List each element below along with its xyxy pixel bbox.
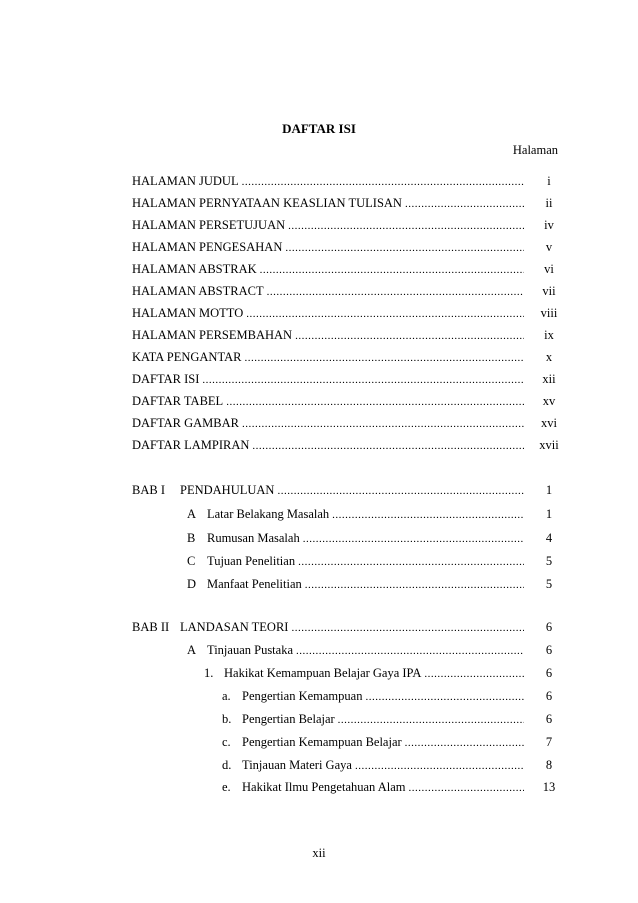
toc-page-number: x [545, 350, 553, 364]
toc-page-number: i [547, 174, 551, 188]
toc-page-number: 1 [545, 483, 553, 497]
toc-subsection-entry [204, 662, 524, 684]
toc-page-number: 5 [545, 577, 553, 591]
toc-page-number: xv [542, 394, 556, 408]
toc-page-number: vii [542, 284, 556, 298]
item-letter: d. [222, 758, 232, 772]
chapter-title: PENDAHULUAN [180, 483, 275, 497]
dot-leader [202, 369, 524, 390]
dot-leader [252, 435, 524, 456]
toc-page-number: xvi [541, 416, 557, 430]
item-title: Hakikat Ilmu Pengetahuan Alam [242, 780, 406, 794]
dot-leader [226, 391, 524, 412]
item-letter: a. [222, 689, 231, 703]
toc-page-number: xii [542, 372, 556, 386]
toc-entry: KATA PENGANTAR ..... [132, 346, 524, 368]
toc-page-number: 6 [545, 643, 553, 657]
toc-page-number: vi [544, 262, 554, 276]
dot-leader [305, 574, 524, 595]
toc-subsubsection-entry [222, 754, 524, 776]
toc-page-number: 4 [545, 531, 553, 545]
dot-leader [291, 617, 524, 638]
dot-leader [405, 193, 524, 214]
toc-page-number: 13 [542, 780, 556, 794]
toc-page-number: 6 [545, 689, 553, 703]
section-title: Tujuan Penelitian [207, 554, 296, 568]
toc-section-entry [187, 550, 524, 572]
toc-entry: HALAMAN PERSETUJUAN ..... [132, 214, 524, 236]
toc-page-number: 8 [545, 758, 553, 772]
dot-leader [244, 347, 524, 368]
toc-page-number: 5 [545, 554, 553, 568]
dot-leader [260, 259, 524, 280]
toc-page-number: 1 [545, 507, 553, 521]
section-letter: D [187, 577, 197, 591]
item-title: Pengertian Belajar [242, 712, 335, 726]
section-title: Rumusan Masalah [207, 531, 300, 545]
section-letter: C [187, 554, 196, 568]
dot-leader [277, 480, 524, 501]
dot-leader [409, 777, 524, 798]
chapter-code: BAB II [132, 620, 170, 634]
section-title: Latar Belakang Masalah [207, 507, 330, 521]
toc-subsubsection-entry [222, 708, 524, 730]
section-letter: A [187, 643, 197, 657]
item-title: Pengertian Kemampuan Belajar [242, 735, 402, 749]
item-title: Tinjauan Materi Gaya [242, 758, 352, 772]
toc-entry: HALAMAN PERNYATAAN KEASLIAN TULISAN ..... [132, 192, 524, 214]
footer-page-number: xii [312, 846, 326, 860]
dot-leader [365, 686, 524, 707]
page-column-header: Halaman [512, 143, 558, 157]
toc-entry: HALAMAN ABSTRACT ..... [132, 280, 524, 302]
section-title: Manfaat Penelitian [207, 577, 302, 591]
dot-leader [296, 640, 524, 661]
toc-page-number: v [545, 240, 553, 254]
toc-entry: HALAMAN ABSTRAK ..... [132, 258, 524, 280]
toc-section-entry [187, 573, 524, 595]
toc-entry: HALAMAN JUDUL ..... [132, 170, 524, 192]
toc-entry: HALAMAN PENGESAHAN ..... [132, 236, 524, 258]
chapter-code: BAB I [132, 483, 165, 497]
toc-page-number: xvii [539, 438, 559, 452]
toc-entry: DAFTAR TABEL ..... [132, 390, 524, 412]
toc-subsubsection-entry [222, 731, 524, 753]
toc-entry: DAFTAR LAMPIRAN ..... [132, 434, 524, 456]
item-letter: e. [222, 780, 231, 794]
section-letter: A [187, 507, 197, 521]
dot-leader [303, 528, 524, 549]
toc-page-number: 6 [545, 666, 553, 680]
toc-section-entry [187, 527, 524, 549]
dot-leader [298, 551, 524, 572]
toc-section-entry [187, 639, 524, 661]
chapter-title: LANDASAN TEORI [180, 620, 289, 634]
toc-entry: DAFTAR GAMBAR ..... [132, 412, 524, 434]
dot-leader [285, 237, 524, 258]
toc-chapter-entry [132, 616, 524, 638]
item-letter: b. [222, 712, 232, 726]
toc-subsubsection-entry [222, 776, 524, 798]
dot-leader [288, 215, 524, 236]
dot-leader [355, 755, 524, 776]
page-title: DAFTAR ISI [282, 121, 356, 136]
toc-entry: HALAMAN MOTTO ..... [132, 302, 524, 324]
toc-page-number: viii [540, 306, 558, 320]
dot-leader [246, 303, 524, 324]
subsection-number: 1. [204, 666, 214, 680]
dot-leader [242, 413, 524, 434]
subsection-title: Hakikat Kemampuan Belajar Gaya IPA [224, 666, 422, 680]
dot-leader [405, 732, 524, 753]
toc-page-number: iv [544, 218, 554, 232]
dot-leader [242, 171, 524, 192]
item-title: Pengertian Kemampuan [242, 689, 363, 703]
toc-entry: HALAMAN PERSEMBAHAN ..... [132, 324, 524, 346]
toc-chapter-entry [132, 479, 524, 501]
dot-leader [295, 325, 524, 346]
toc-page-number: ix [544, 328, 554, 342]
section-title: Tinjauan Pustaka [207, 643, 293, 657]
toc-subsubsection-entry [222, 685, 524, 707]
item-letter: c. [222, 735, 231, 749]
dot-leader [424, 663, 524, 684]
section-letter: B [187, 531, 196, 545]
toc-section-entry [187, 503, 524, 525]
toc-entry: DAFTAR ISI ..... [132, 368, 524, 390]
toc-page-number: 6 [545, 712, 553, 726]
dot-leader [338, 709, 524, 730]
toc-page-number: ii [545, 196, 553, 210]
dot-leader [332, 504, 524, 525]
dot-leader [267, 281, 524, 302]
toc-page-number: 7 [545, 735, 553, 749]
toc-page-number: 6 [545, 620, 553, 634]
